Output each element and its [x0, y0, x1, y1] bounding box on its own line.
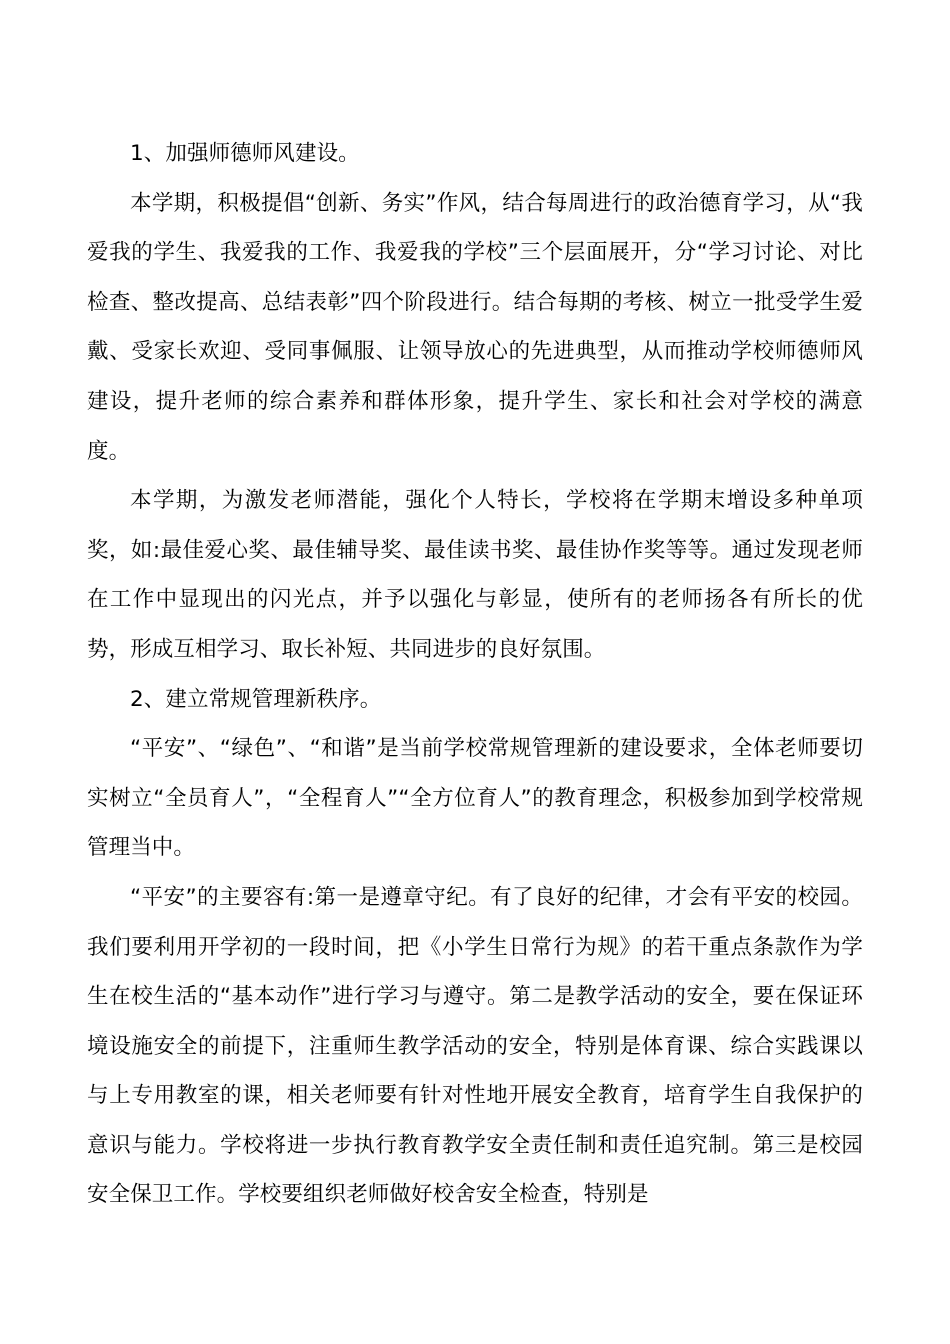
- body-paragraph-2: 本学期，为激发老师潜能，强化个人特长，学校将在学期末增设多种单项奖，如:最佳爱心奖、最佳辅导奖、最佳读书奖、最佳协作奖等等。通过发现老师在工作中显现出的闪光点，并予以强化与彰显，使所有的老师扬各有所长的优势，形成互相学习、取长补短、共同进步的良好氛围。: [87, 488, 863, 662]
- section-heading-2: 2、建立常规管理新秩序。: [130, 686, 382, 712]
- body-paragraph-1: 本学期，积极提倡“创新、务实”作风，结合每周进行的政治德育学习，从“我爱我的学生、我爱我的工作、我爱我的学校”三个层面展开，分“学习讨论、对比检查、整改提高、总结表彰”四个阶段进行。结合每期的考核、树立一批受学生爱戴、受家长欢迎、受同事佩服、让领导放心的先进典型，从而推动学校师德师风建设，提升老师的综合素养和群体形象，提升学生、家长和社会对学校的满意度。: [87, 190, 863, 464]
- body-paragraph-3: “平安”、“绿色”、“和谐”是当前学校常规管理新的建设要求，全体老师要切实树立“全员育人”，“全程育人”“全方位育人”的教育理念，积极参加到学校常规管理当中。: [87, 736, 863, 861]
- section-heading-1: 1、加强师德师风建设。: [130, 141, 360, 166]
- body-paragraph-4: “平安”的主要容有:第一是遵章守纪。有了良好的纪律，才会有平安的校园。我们要利用开学初的一段时间，把《小学生日常行为规》的若干重点条款作为学生在校生活的“基本动作”进行学习与遵守。第二是教学活动的安全，要在保证环境设施安全的前提下，注重师生教学活动的安全，特别是体育课、综合实践课以与上专用教室的课，相关老师要有针对性地开展安全教育，培育学生自我保护的意识与能力。学校将进一步执行教育教学安全责任制和责任追究制。第三是校园安全保卫工作。学校要组织老师做好校舍安全检查，特别是: [87, 884, 863, 1208]
